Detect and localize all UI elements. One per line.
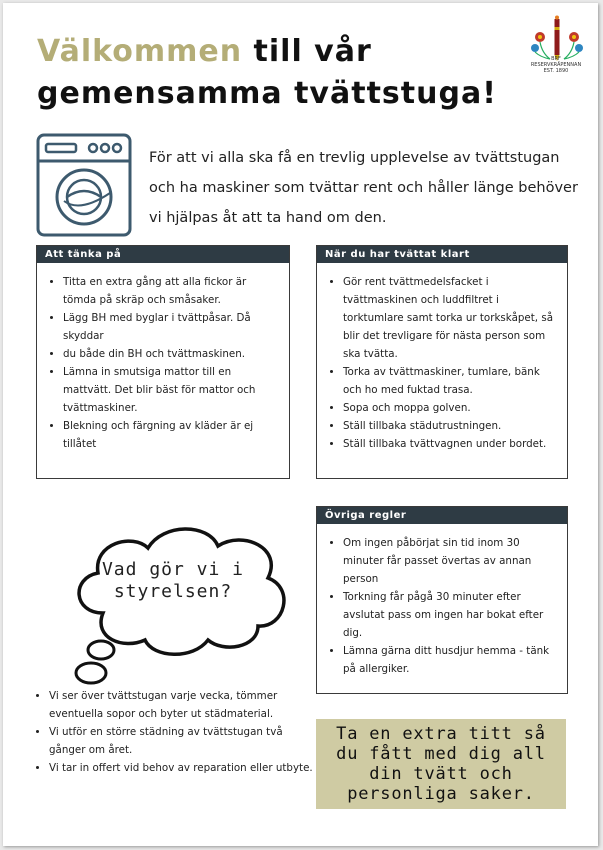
list-item: • Torka av tvättmaskiner, tumlare, bänk och ho med fuktad trasa. xyxy=(343,363,557,399)
flower-right-icon xyxy=(564,32,583,59)
list-item: • Om ingen påbörjat sin tid inom 30 minuter får passet övertas av annan person xyxy=(343,534,557,588)
list-item: • Titta en extra gång att alla fickor är tömda på skräp och småsaker. xyxy=(63,273,279,309)
list-item: • Vi utför en större städning av tvättstugan två gånger om året. xyxy=(49,723,319,759)
title-rest-line1: till vår xyxy=(242,34,372,69)
list-item: • Gör rent tvättmedelsfacket i tvättmaskinen och luddfiltret i torktumlare samt torka ur torkskåpet, så blir det trevligare för nästa person som ska tvätta. xyxy=(343,273,557,363)
box-nar-du-har-tvattat-klart xyxy=(316,245,568,479)
poster-page xyxy=(3,3,598,846)
box-header-other: Övriga regler xyxy=(317,507,567,524)
title-line2: gemensamma tvättstuga! xyxy=(37,76,497,111)
list-item: • Blekning och färgning av kläder är ej tillåtet xyxy=(63,417,279,453)
box-att-tanka-pa xyxy=(36,245,290,479)
list-item: • Lägg BH med byglar i tvättpåsar. Då skyddar xyxy=(63,309,279,345)
list-item: • Ställ tillbaka tvättvagnen under bordet. xyxy=(343,435,557,453)
list-item: • Vi tar in offert vid behov av reparation eller utbyte. xyxy=(49,759,319,777)
title-highlight: Välkommen xyxy=(37,34,243,69)
box-ovriga-regler xyxy=(316,506,568,694)
done-list xyxy=(317,273,567,453)
thought-cloud-icon xyxy=(63,518,293,693)
page-title xyxy=(37,31,537,115)
list-item: • Sopa och moppa golven. xyxy=(343,399,557,417)
logo-text-line2: RESERVKRÄPENNAN xyxy=(530,62,582,68)
list-item: • Ställ tillbaka städutrustningen. xyxy=(343,417,557,435)
logo-text-line3: EST. 1890 xyxy=(543,68,569,74)
list-item: • Torkning får pågå 30 minuter efter avslutat pass om ingen har bokat efter dig. xyxy=(343,588,557,642)
pen-icon xyxy=(555,19,560,61)
list-item: • Vi ser över tvättstugan varje vecka, tömmer eventuella sopor och byter ut städmaterial. xyxy=(49,687,319,723)
other-list xyxy=(317,534,567,678)
reminder-note: Ta en extra titt så du fått med dig all din tvätt och personliga saker. xyxy=(316,719,566,809)
logo-text-line1: BRF xyxy=(551,56,561,62)
think-list xyxy=(37,273,289,453)
logo-text xyxy=(525,56,587,74)
flower-left-icon xyxy=(531,32,550,59)
intro-text: För att vi alla ska få en trevlig upplevelse av tvättstugan och ha maskiner som tvättar rent och håller länge behöver vi hjälpas åt att ta hand om den. xyxy=(149,150,578,226)
list-item: • Lämna gärna ditt husdjur hemma - tänk på allergiker. xyxy=(343,642,557,678)
list-item: • du både din BH och tvättmaskinen. xyxy=(63,345,279,363)
board-duties-list xyxy=(27,687,319,777)
list-item: • Lämna in smutsiga mattor till en mattvätt. Det blir bäst för mattor och tvättmaskiner. xyxy=(63,363,279,417)
box-header-think: Att tänka på xyxy=(37,246,289,263)
washing-machine-icon xyxy=(36,133,132,237)
cloud-text: Vad gör vi i styrelsen? xyxy=(101,559,245,602)
box-header-done: När du har tvättat klart xyxy=(317,246,567,263)
flame-icon xyxy=(555,16,559,20)
